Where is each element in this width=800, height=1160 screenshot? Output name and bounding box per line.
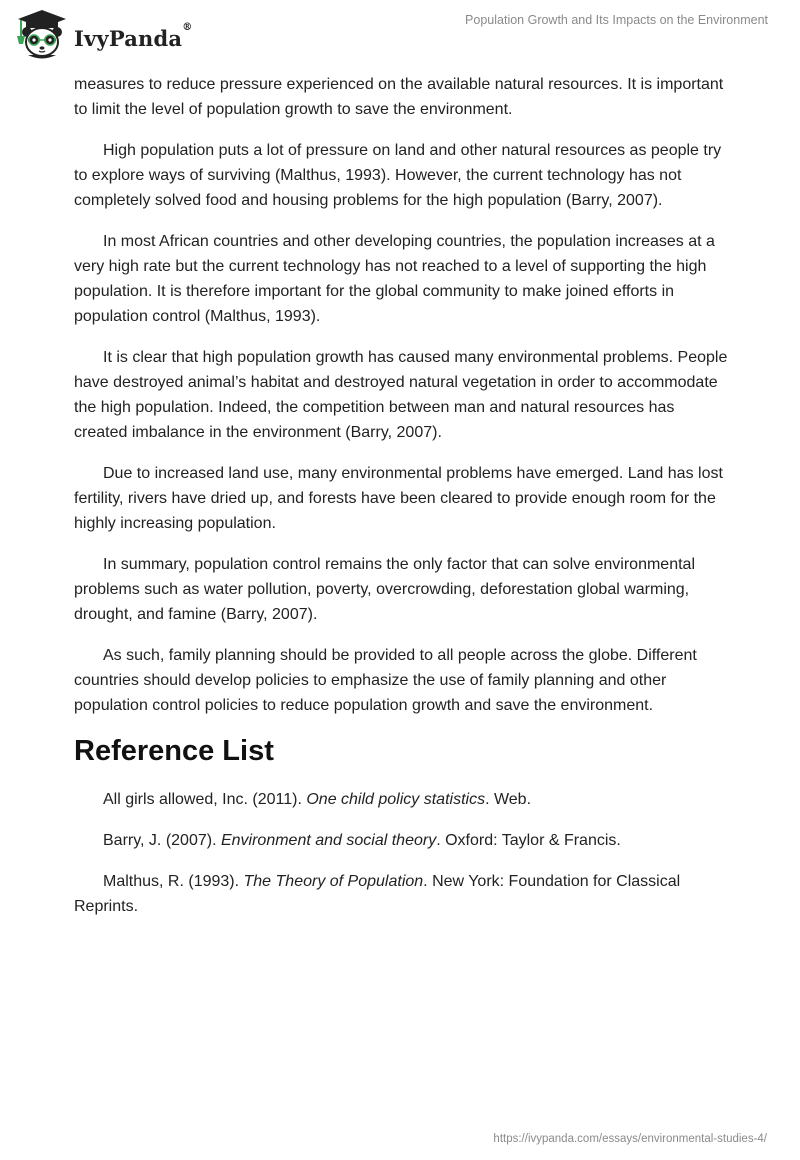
registered-mark: ®	[182, 21, 193, 33]
paragraph: In summary, population control remains the only factor that can solve environmental problems such as water pollution, poverty, overcrowding, deforestation global warming, drought, and famine (Barry, 2007).	[74, 556, 695, 623]
reference-title: One child policy statistics	[306, 791, 486, 808]
reference-title: The Theory of Population	[243, 873, 424, 890]
essay-body	[74, 72, 730, 935]
paragraph: As such, family planning should be provided to all people across the globe. Different countries should develop policies to emphasize the use of family planning and other population control policies to reduce population growth and save the environment.	[74, 647, 697, 714]
reference-item: Barry, J. (2007). Environment and social theory. Oxford: Taylor & Francis.	[103, 832, 621, 849]
reference-list-heading: Reference List	[74, 735, 274, 767]
paragraph-continuation: measures to reduce pressure experienced on the available natural resources. It is important to limit the level of population growth to save the environment.	[74, 76, 724, 118]
running-title: Population Growth and Its Impacts on the Environment	[465, 13, 768, 27]
page-header	[0, 0, 800, 70]
paragraph: High population puts a lot of pressure on land and other natural resources as people try to explore ways of surviving (Malthus, 1993). However, the current technology has not completely solved food and housing problems for the high population (Barry, 2007).	[74, 142, 722, 209]
ivypanda-logo[interactable]	[12, 8, 192, 62]
paragraph: It is clear that high population growth has caused many environmental problems. People have destroyed animal’s habitat and destroyed natural vegetation in order to accommodate the high population. Indeed, the competition between man and natural resources has created imbalance in the environment (Barry, 2007).	[74, 349, 728, 441]
reference-item: All girls allowed, Inc. (2011). One child policy statistics. Web.	[103, 791, 532, 808]
logo-wordmark: IvyPanda®	[74, 21, 193, 51]
reference-title: Environment and social theory	[220, 832, 437, 849]
paragraph: Due to increased land use, many environmental problems have emerged. Land has lost fertility, rivers have dried up, and forests have been cleared to provide enough room for the highly increasing population.	[74, 465, 723, 532]
footer-url-link[interactable]: https://ivypanda.com/essays/environmental-studies-4/	[493, 1133, 767, 1145]
paragraph: In most African countries and other developing countries, the population increases at a very high rate but the current technology has not reached to a level of supporting the high population. It is therefore important for the global community to make joined efforts in population control (Malthus, 1993).	[74, 233, 715, 325]
panda-graduate-icon	[12, 8, 72, 62]
reference-item: Malthus, R. (1993). The Theory of Population. New York: Foundation for Classical Reprints.	[74, 873, 681, 915]
